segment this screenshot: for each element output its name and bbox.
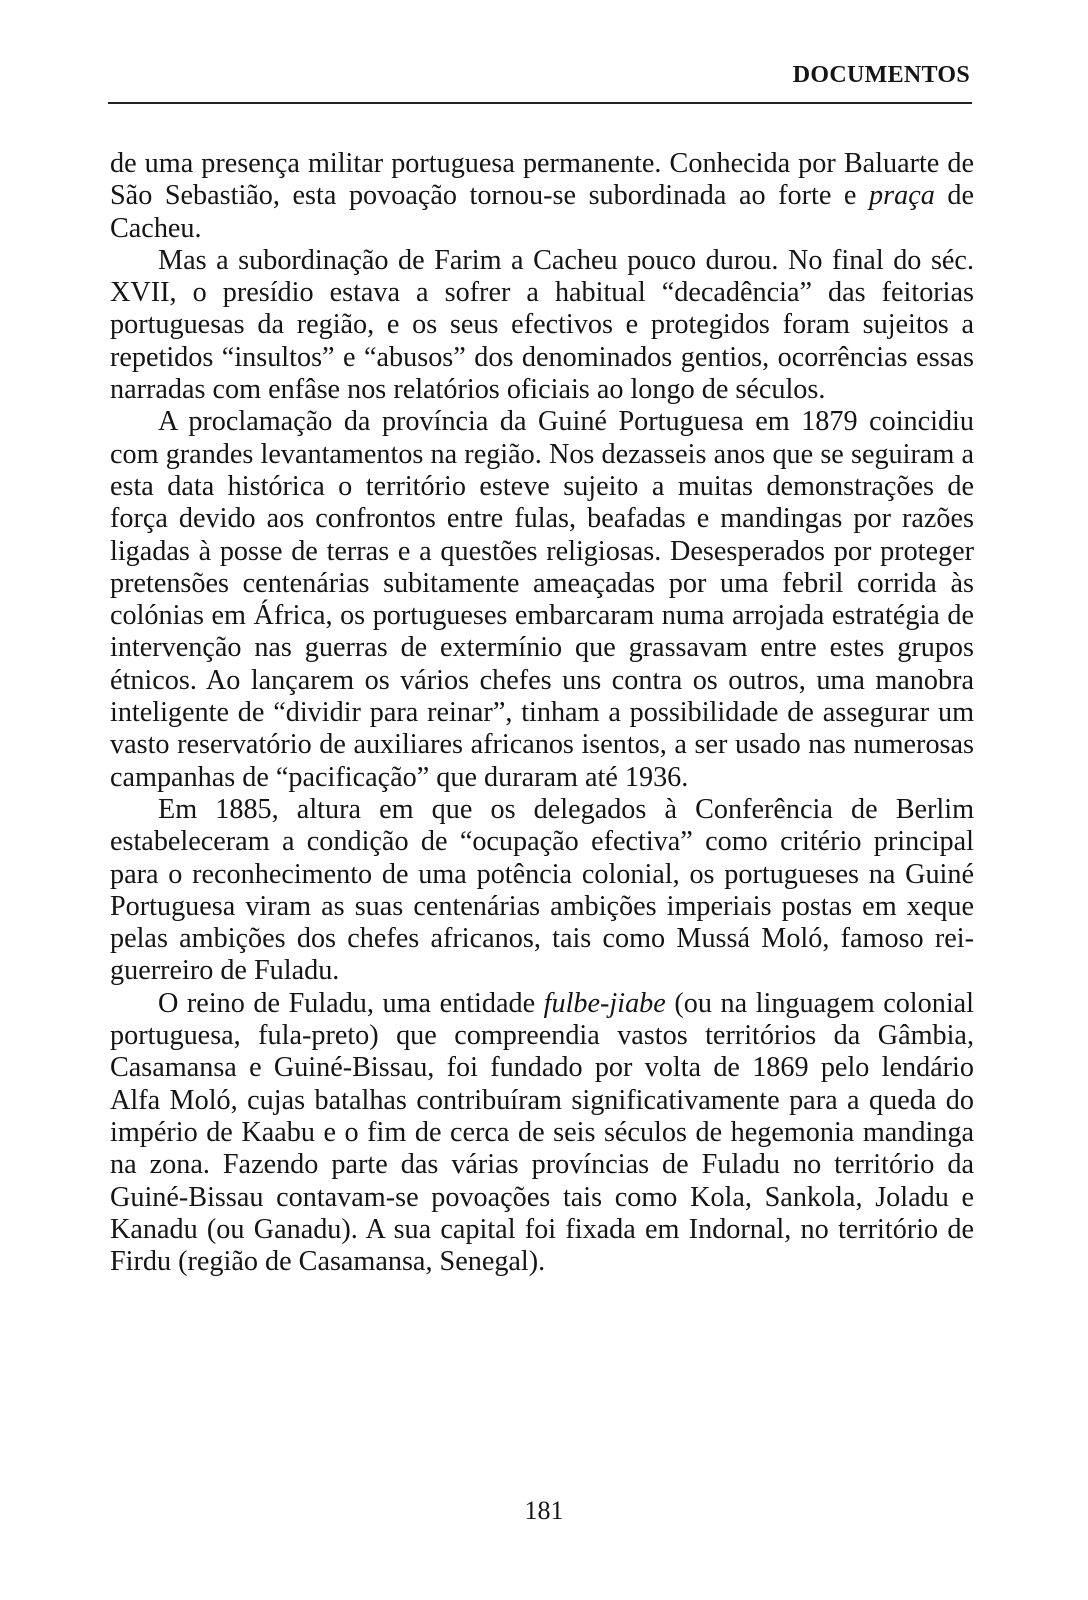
paragraph-1-text-a: de uma presença militar portuguesa permanente. Conhecida por Baluarte de São Sebastião, esta povoação tornou-se subordinada ao forte e	[110, 148, 974, 212]
running-header-title: DOCUMENTOS	[792, 62, 970, 88]
paragraph-2-text-b: , o presídio estava a sofrer a habitual “decadência” das feitorias portuguesas da região, e os seus efectivos e protegidos foram sujeitos a repetidos “insultos” e “abusos” dos denominados gentios, ocorrências essas narradas com enfâse nos relatórios oficiais ao longo de séculos.	[110, 277, 974, 406]
paragraph-1	[110, 148, 974, 245]
paragraph-1-text-b: de Cacheu.	[110, 180, 974, 244]
paragraph-3: A proclamação da província da Guiné Portuguesa em 1879 coincidiu com grandes levantamentos na região. Nos dezasseis anos que se seguiram a esta data histórica o território esteve sujeito a muitas demonstrações de força devido aos confrontos entre fulas, beafadas e mandingas por razões ligadas à posse de terras e a questões religiosas. Desesperados por proteger pretensões centenárias subitamente ameaçadas por uma febril corrida às colónias em África, os portugueses embarcaram numa arrojada estratégia de intervenção nas guerras de extermínio que grassavam entre estes grupos étnicos. Ao lançarem os vários chefes uns contra os outros, uma manobra inteligente de “dividir para reinar”, tinham a possibilidade de assegurar um vasto reservatório de auxiliares africanos isentos, a ser usado nas numerosas campanhas de “pacificação” que duraram até 1936.	[110, 406, 974, 793]
header-rule	[108, 102, 972, 104]
paragraph-5-italic: fulbe-jiabe	[543, 987, 666, 1019]
paragraph-2-text-a: Mas a subordinação de Farim a Cacheu pouco durou. No final do séc.	[158, 244, 974, 276]
paragraph-5-text-b: (ou na linguagem colonial portuguesa, fula-preto) que compreendia vastos territórios da Gâmbia, Casamansa e Guiné-Bissau, foi fundado por volta de 1869 pelo lendário Alfa Moló, cujas batalhas contribuíram significativamente para a queda do império de Kaabu e o fim de cerca de seis séculos de hegemonia mandinga na zona. Fazendo parte das várias províncias de Fuladu no território da Guiné-Bissau contavam-se povoações tais como Kola, Sankola, Joladu e Kanadu (ou Ganadu). A sua capital foi fixada em Indornal, no território de Firdu (região de Casamansa, Senegal).	[110, 987, 975, 1278]
paragraph-1-italic: praça	[869, 180, 935, 212]
paragraph-4: Em 1885, altura em que os delegados à Conferência de Berlim estabeleceram a condição de “ocupação efectiva” como critério principal para o reconhecimento de uma potência colonial, os portugueses na Guiné Portuguesa viram as suas centenárias ambições imperiais postas em xeque pelas ambições dos chefes africanos, tais como Mussá Moló, famoso rei-guerreiro de Fuladu.	[110, 793, 974, 987]
main-text	[110, 148, 974, 1278]
paragraph-5	[110, 988, 974, 1279]
paragraph-2	[110, 245, 974, 406]
paragraph-5-text-a: O reino de Fuladu, uma entidade	[158, 987, 544, 1019]
century-numeral: XVII	[110, 277, 170, 309]
page-number: 181	[524, 1496, 564, 1525]
